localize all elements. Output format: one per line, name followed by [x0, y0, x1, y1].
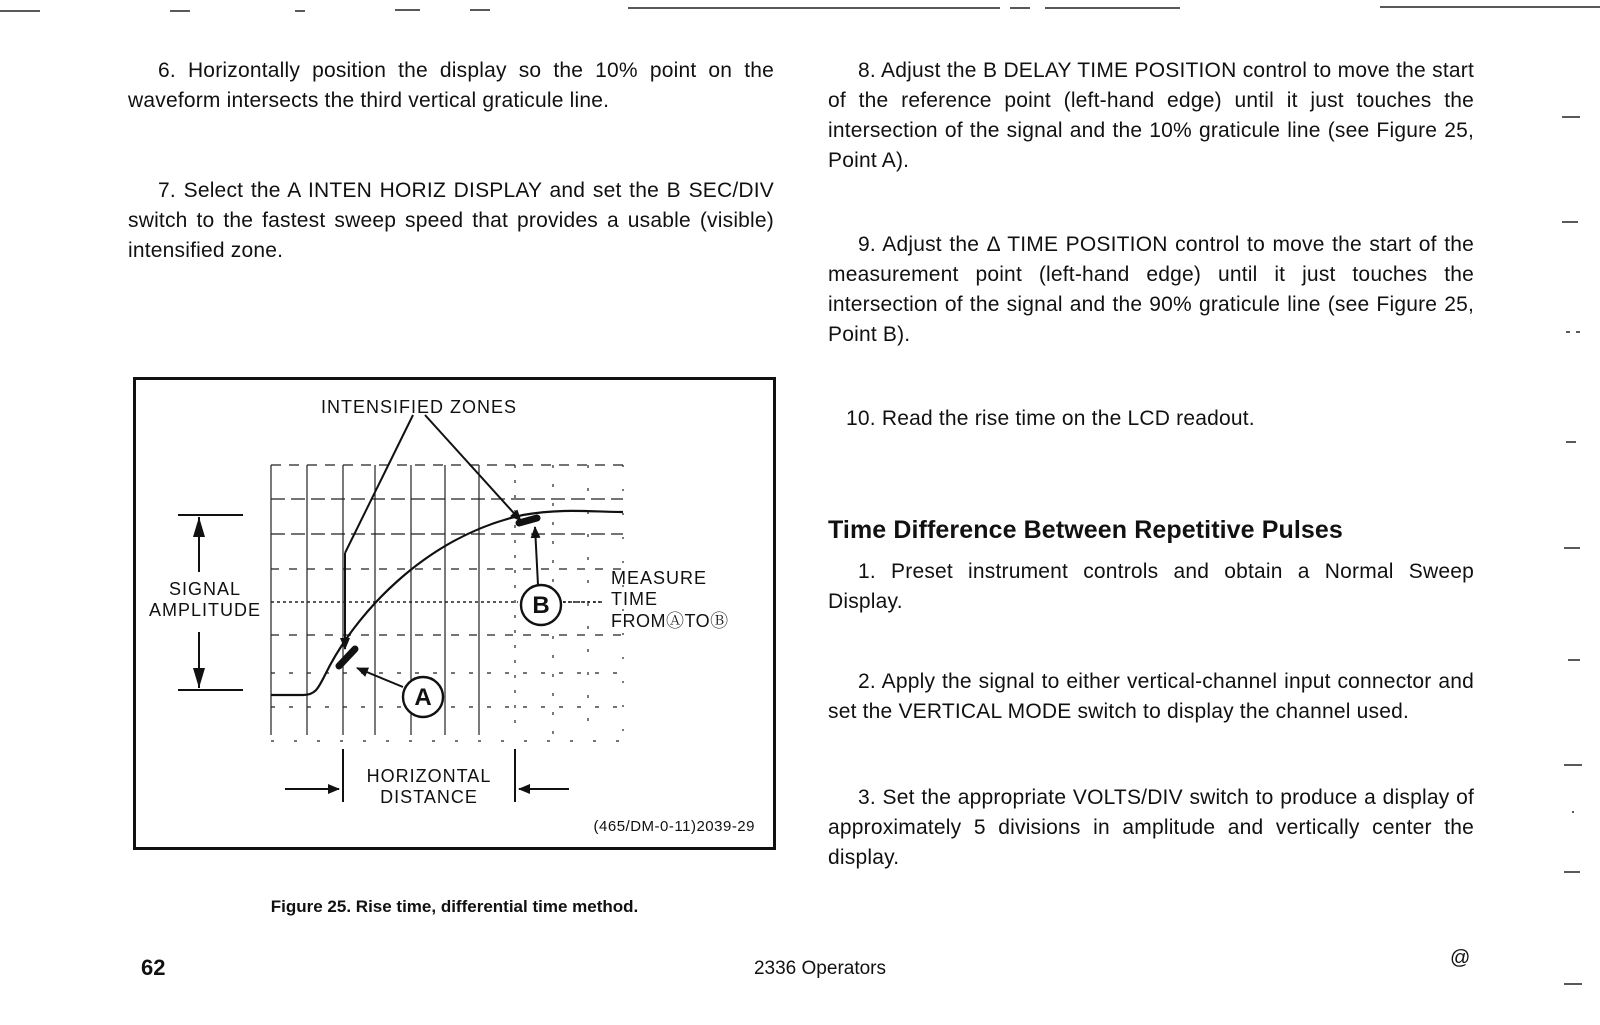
label-point-a: A	[414, 684, 432, 711]
pointer-zones-right-arrow	[425, 415, 521, 521]
point-a-arrow	[357, 668, 403, 687]
point-b-arrow	[535, 527, 538, 585]
figure-25-diagram	[133, 377, 776, 851]
pointer-zones-left	[345, 415, 413, 553]
label-point-b: B	[532, 592, 550, 619]
step-10-paragraph: 10. Read the rise time on the LCD readout.	[846, 407, 1255, 430]
section-step-3-paragraph: 3. Set the appropriate VOLTS/DIV switch to produce a display of approximately 5 divisions in amplitude and vertically center the display.	[828, 786, 1474, 869]
figure-caption: Figure 25. Rise time, differential time method.	[270, 897, 639, 916]
step-8-paragraph: 8. Adjust the B DELAY TIME POSITION control to move the start of the reference point (left-hand edge) until it just touches the intersection of the signal and the 10% graticule line (see Figure 25, Point A).	[828, 59, 1474, 172]
left-column	[128, 56, 774, 266]
graticule-horizontal	[271, 465, 623, 741]
intensified-zone-b	[519, 518, 537, 523]
label-intensified-zones: INTENSIFIED ZONES	[320, 397, 518, 417]
figure-25	[133, 377, 776, 851]
section-step-2-paragraph: 2. Apply the signal to either vertical-channel input connector and set the VERTICAL MODE switch to display the channel used.	[828, 670, 1474, 723]
intensified-zone-a	[339, 649, 355, 666]
label-time: TIME	[611, 589, 658, 609]
step-6-paragraph: 6. Horizontally position the display so the 10% point on the waveform intersects the third vertical graticule line.	[128, 59, 774, 112]
label-figure-code: (465/DM-0-11)2039-29	[593, 818, 755, 835]
graticule-grid	[271, 465, 623, 735]
scan-top-border	[0, 0, 1600, 20]
amplitude-arrowhead-down	[193, 668, 205, 688]
right-column	[828, 56, 1474, 873]
footer-mark: @	[1450, 947, 1471, 969]
label-measure: MEASURE	[611, 568, 708, 588]
footer-title: 2336 Operators	[753, 958, 887, 979]
label-from-to: FROMⒶTOⒷ	[611, 611, 729, 631]
waveform-curve	[271, 511, 623, 695]
section-step-1-paragraph: 1. Preset instrument controls and obtain a Normal Sweep Display.	[828, 560, 1474, 613]
label-signal: SIGNAL	[168, 579, 242, 599]
step-9-paragraph: 9. Adjust the Δ TIME POSITION control to move the start of the measurement point (left-hand edge) until it just touches the intersection of the signal and the 90% graticule line (see Figure 25, Point B).	[828, 233, 1474, 346]
amplitude-arrowhead-up	[193, 517, 205, 537]
label-horizontal: HORIZONTAL	[366, 766, 492, 786]
label-amplitude: AMPLITUDE	[148, 600, 262, 620]
section-heading: Time Difference Between Repetitive Pulses	[828, 516, 1343, 544]
page-number: 62	[141, 955, 166, 980]
step-7-paragraph: 7. Select the A INTEN HORIZ DISPLAY and set the B SEC/DIV switch to the fastest sweep speed that provides a usable (visible) intensified zone.	[128, 179, 774, 262]
label-distance: DISTANCE	[380, 787, 478, 807]
